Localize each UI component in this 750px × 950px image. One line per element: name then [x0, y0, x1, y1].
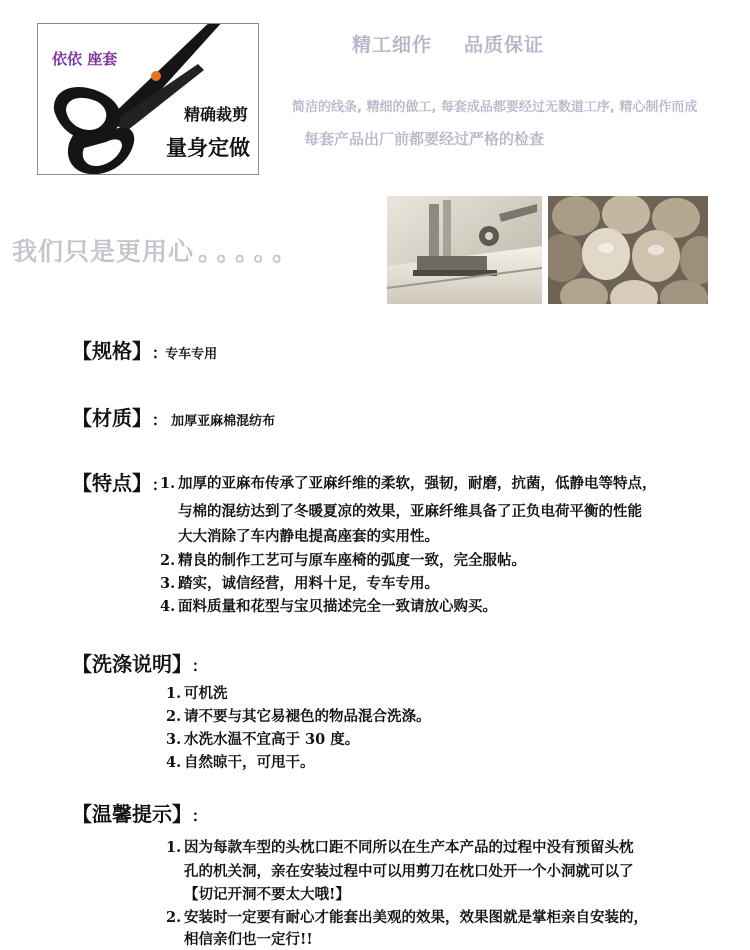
washing-item-2-text: 请不要与其它易褪色的物品混合洗涤。 — [184, 708, 431, 725]
washing-item-1 — [166, 682, 228, 703]
tips-label: 【温馨提示】 — [72, 802, 192, 826]
features-colon: : — [152, 471, 159, 495]
feature-item-1-line3: 大大消除了车内静电提高座套的实用性。 — [178, 528, 439, 545]
tip-item-2 — [166, 906, 648, 927]
washing-item-4-num: 4. — [166, 754, 182, 771]
tagline-dots: 。。。。。 — [198, 237, 304, 266]
features-section — [72, 467, 159, 496]
tip-item-2-line1: 安装时一定要有耐心才能套出美观的效果，效果图就是掌柜亲自安装的， — [184, 909, 648, 926]
feature-item-3 — [160, 572, 439, 593]
tagline — [12, 232, 303, 268]
washing-label: 【洗涤说明】 — [72, 652, 192, 676]
brand-name: 依依 座套 — [52, 50, 118, 68]
feature-item-1-line2: 与棉的混纺达到了冬暖夏凉的效果，亚麻纤维具备了正负电荷平衡的性能 — [178, 503, 642, 520]
washing-item-2 — [166, 705, 431, 726]
spec-colon: : — [152, 339, 159, 363]
washing-item-3-num: 3. — [166, 731, 182, 748]
feature-item-1 — [160, 472, 657, 493]
washing-item-4 — [166, 751, 315, 772]
material-colon: : — [152, 406, 159, 430]
feature-item-3-text: 踏实，诚信经营，用料十足，专车专用。 — [178, 575, 439, 592]
material-label: 【材质】 — [72, 406, 152, 430]
quality-slogan — [352, 30, 544, 57]
tip-item-1-line3: 【切记开洞不要太大哦!】 — [184, 886, 350, 903]
spec-label: 【规格】 — [72, 339, 152, 363]
tagline-text: 我们只是更用心 — [12, 237, 195, 266]
feature-item-4 — [160, 595, 497, 616]
washing-item-1-text: 可机洗 — [184, 685, 228, 702]
feature-item-4-text: 面料质量和花型与宝贝描述完全一致请放心购买。 — [178, 598, 497, 615]
washing-colon: : — [192, 652, 199, 676]
feature-item-2 — [160, 549, 526, 570]
feature-item-2-text: 精良的制作工艺可与原车座椅的弧度一致，完全服帖。 — [178, 552, 526, 569]
tip-item-1-line2: 孔的机关洞，亲在安装过程中可以用剪刀在枕口处开一个小洞就可以了 — [184, 863, 634, 880]
feature-item-1-line1: 加厚的亚麻布传承了亚麻纤维的柔软，强韧，耐磨，抗菌，低静电等特点， — [178, 475, 657, 492]
features-label: 【特点】 — [72, 471, 152, 495]
tip-item-1-num: 1. — [166, 839, 182, 856]
washing-item-2-num: 2. — [166, 708, 182, 725]
washing-item-4-text: 自然晾干，可甩干。 — [184, 754, 315, 771]
tips-colon: : — [192, 802, 199, 826]
washing-item-3-text: 水洗水温不宜高于 30 度。 — [184, 731, 360, 748]
spec-value: 专车专用 — [165, 347, 218, 362]
feature-item-1-num: 1. — [160, 475, 176, 492]
thread-spools-photo — [548, 196, 708, 304]
logo-caption-custom-fit: 量身定做 — [166, 136, 250, 160]
feature-item-4-num: 4. — [160, 598, 176, 615]
craft-description: 简洁的线条, 精细的做工, 每套成品都要经过无数道工序, 精心制作而成 — [292, 100, 698, 115]
tip-item-2-num: 2. — [166, 909, 182, 926]
washing-item-3 — [166, 728, 359, 749]
slogan-part-quality: 品质保证 — [464, 34, 545, 56]
inspection-description: 每套产品出厂前都要经过严格的检查 — [304, 130, 545, 148]
material-value: 加厚亚麻棉混纺布 — [171, 414, 276, 429]
feature-item-3-num: 3. — [160, 575, 176, 592]
tip-item-2-line2: 相信亲们也一定行!! — [184, 931, 313, 948]
slogan-part-craft: 精工细作 — [352, 34, 433, 56]
brand-logo-card — [37, 23, 259, 175]
logo-caption-precise-cut: 精确裁剪 — [183, 105, 248, 124]
sewing-machine-photo — [387, 196, 542, 304]
spec-section — [72, 335, 217, 364]
feature-item-2-num: 2. — [160, 552, 176, 569]
washing-item-1-num: 1. — [166, 685, 182, 702]
washing-section — [72, 648, 199, 677]
tips-section — [72, 798, 199, 827]
material-section — [72, 402, 275, 431]
tip-item-1 — [166, 836, 634, 857]
tip-item-1-line1: 因为每款车型的头枕口距不同所以在生产本产品的过程中没有预留头枕 — [184, 839, 634, 856]
